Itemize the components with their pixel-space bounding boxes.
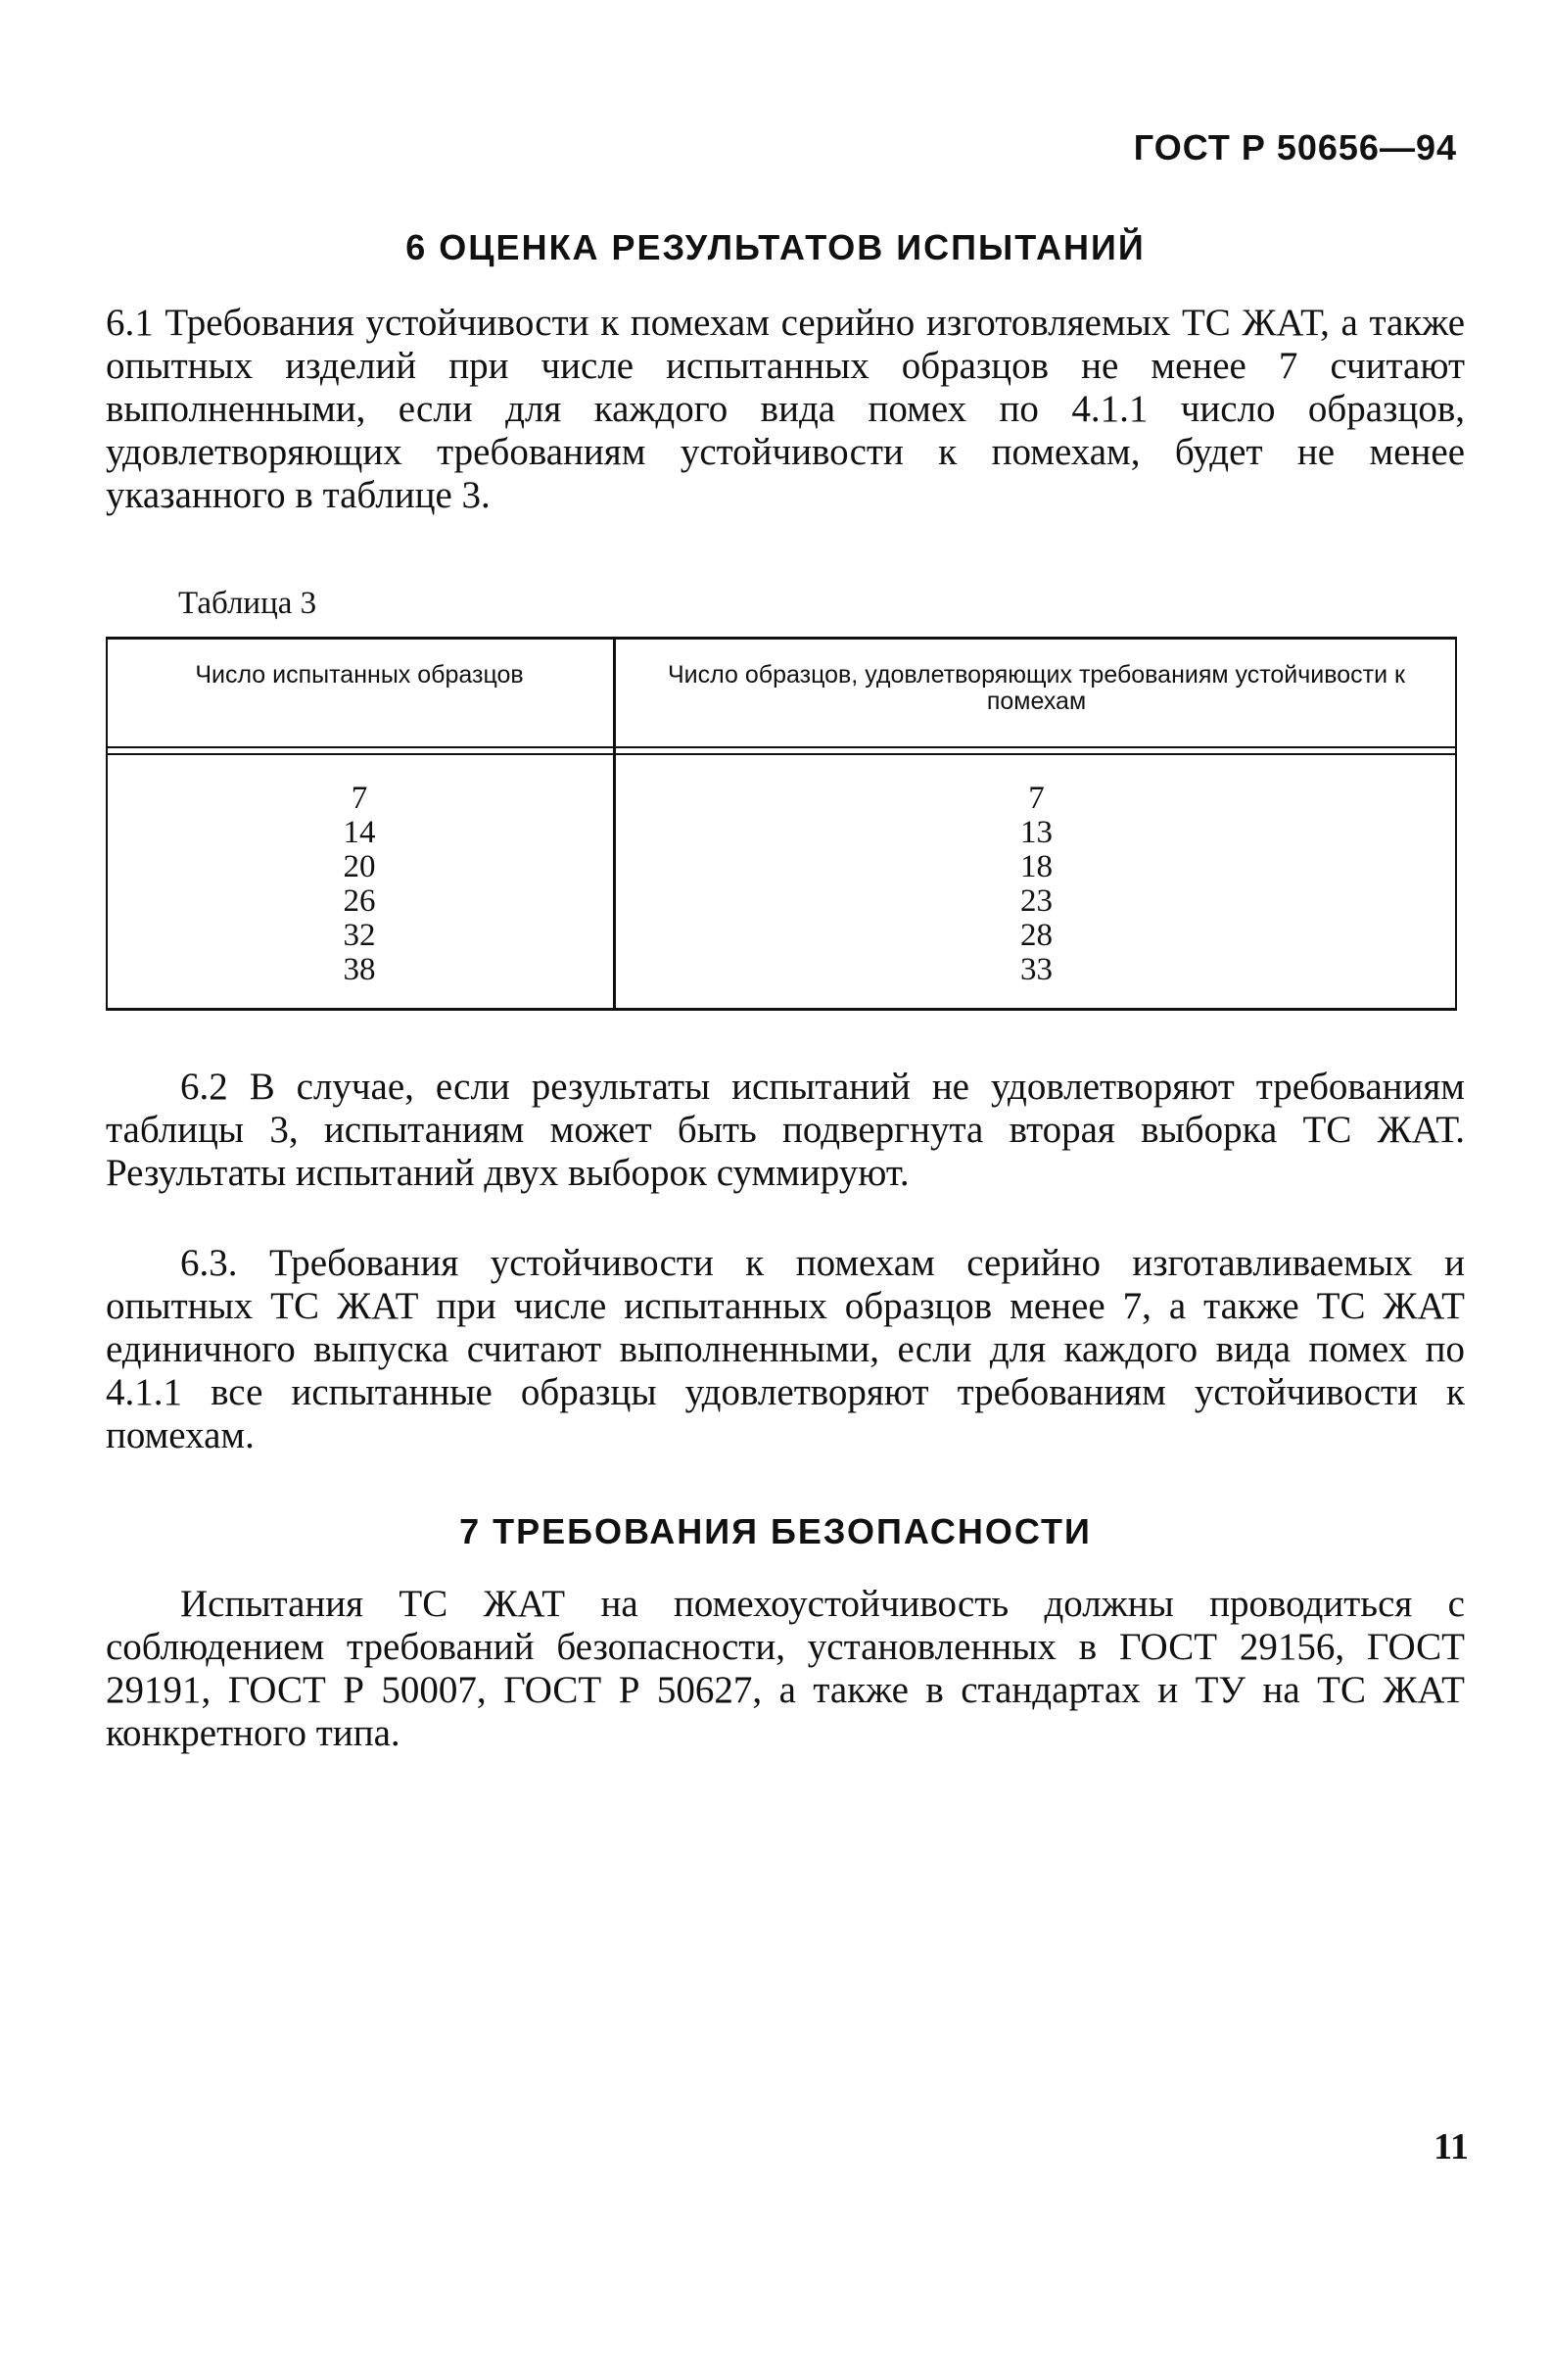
- table-cell-tested: 38: [343, 952, 376, 987]
- table-cell-tested: 7: [351, 781, 368, 816]
- table-cell-passing: 7: [1028, 781, 1045, 816]
- table-bottom-border: [106, 1008, 1457, 1011]
- table-cell-passing: 13: [1020, 815, 1053, 850]
- table-3: [106, 637, 1457, 1011]
- table-caption: Таблица 3: [178, 586, 317, 621]
- table-column-tested: [106, 782, 613, 987]
- table-cell-passing: 28: [1020, 918, 1053, 953]
- table-cell-passing: 33: [1020, 952, 1053, 987]
- standard-code: ГОСТ Р 50656—94: [1133, 127, 1457, 167]
- paragraph-7: Испытания ТС ЖАТ на помехоустойчивость должны проводиться с соблюдением требований безопасности, установленных в ГОСТ 29156, ГОСТ 29191, ГОСТ Р 50007, ГОСТ Р 50627, а также в стандартах и ТУ на ТС ЖАТ конкретного типа.: [106, 1583, 1465, 1754]
- table-cell-tested: 26: [343, 883, 376, 919]
- paragraph-6-2: 6.2 В случае, если результаты испытаний не удовлетворяют требованиям таблицы 3, испытаниям может быть подвергнута вторая выборка ТС ЖАТ. Результаты испытаний двух выборок суммируют.: [106, 1066, 1465, 1194]
- table-cell-tested: 14: [343, 815, 376, 850]
- table-cell-tested: 20: [343, 849, 376, 884]
- table-column-passing: [616, 782, 1457, 987]
- table-top-border: [106, 637, 1457, 640]
- table-cell-tested: 32: [343, 918, 376, 953]
- section-7-heading: 7 ТРЕБОВАНИЯ БЕЗОПАСНОСТИ: [459, 1511, 1092, 1551]
- table-cell-passing: 18: [1020, 849, 1053, 884]
- page-number: 11: [1434, 2126, 1469, 2167]
- table-cell-passing: 23: [1020, 883, 1053, 919]
- table-header-passing: Число образцов, удовлетворяющих требованиям устойчивости к помехам: [668, 661, 1405, 715]
- table-header-separator-double: [106, 753, 1457, 755]
- paragraph-6-1: 6.1 Требования устойчивости к помехам серийно изготовляемых ТС ЖАТ, а также опытных изделий при числе испытанных образцов не менее 7 считают выполненными, если для каждого вида помех по 4.1.1 число образцов, удовлетворяющих требованиям устойчивости к помехам, будет не менее указанного в таблице 3.: [106, 302, 1465, 516]
- table-header-tested: Число испытанных образцов: [195, 661, 524, 689]
- paragraph-6-3: 6.3. Требования устойчивости к помехам серийно изготавливаемых и опытных ТС ЖАТ при числе испытанных образцов менее 7, а также ТС ЖАТ единичного выпуска считают выполненными, если для каждого вида помех по 4.1.1 все испытанные образцы удовлетворяют требованиям устойчивости к помехам.: [106, 1242, 1465, 1456]
- section-6-heading: 6 ОЦЕНКА РЕЗУЛЬТАТОВ ИСПЫТАНИЙ: [405, 227, 1146, 267]
- table-header-separator: [106, 746, 1457, 748]
